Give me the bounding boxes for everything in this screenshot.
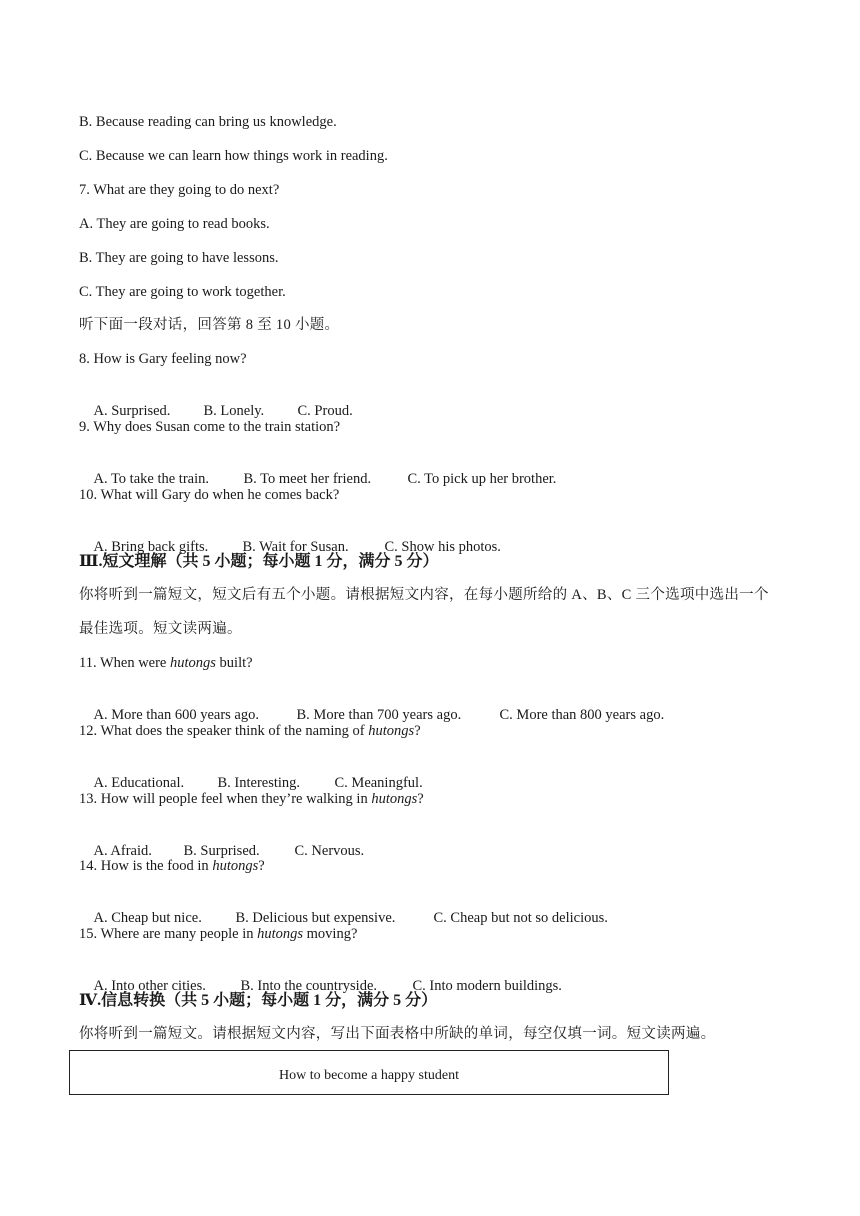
- q13-italic-term: hutongs: [371, 791, 418, 807]
- question-8: 8. How is Gary feeling now?: [79, 351, 247, 367]
- q11-italic-term: hutongs: [170, 655, 216, 671]
- q7-option-b: B. They are going to have lessons.: [79, 250, 279, 266]
- q11-option-a: A. More than 600 years ago.: [93, 707, 259, 723]
- q8-option-b: B. Lonely.: [203, 403, 265, 419]
- q13-option-b: B. Surprised.: [183, 843, 260, 859]
- q12-option-c: C. Meaningful.: [334, 775, 423, 791]
- question-14: [79, 857, 265, 875]
- q6-option-c: C. Because we can learn how things work in reading.: [79, 148, 388, 164]
- q10-option-c: C. Show his photos.: [384, 539, 501, 555]
- q13-text: 13. How will people feel when they’re walking in: [79, 791, 372, 807]
- q14-text-end: ?: [258, 858, 265, 874]
- q11-option-c: C. More than 800 years ago.: [499, 707, 665, 723]
- question-15: [79, 925, 357, 943]
- table-title: How to become a happy student: [278, 1068, 459, 1083]
- q14-option-a: A. Cheap but nice.: [93, 910, 202, 926]
- q14-italic-term: hutongs: [212, 858, 259, 874]
- q12-option-b: B. Interesting.: [217, 775, 301, 791]
- q14-option-b: B. Delicious but expensive.: [235, 910, 396, 926]
- q10-option-a: A. Bring back gifts.: [93, 539, 209, 555]
- q15-option-b: B. Into the countryside.: [240, 978, 378, 994]
- q13-text-end: ?: [417, 791, 424, 807]
- q15-text: 15. Where are many people in: [79, 926, 258, 942]
- q12-text: 12. What does the speaker think of the naming of: [79, 723, 369, 739]
- question-9: 9. Why does Susan come to the train station?: [79, 419, 341, 435]
- q10-option-b: B. Wait for Susan.: [242, 539, 349, 555]
- q13-option-a: A. Afraid.: [93, 843, 152, 859]
- q9-option-b: B. To meet her friend.: [243, 471, 372, 487]
- q12-italic-term: hutongs: [368, 723, 415, 739]
- q8-option-a: A. Surprised.: [93, 403, 171, 419]
- q15-option-c: C. Into modern buildings.: [412, 978, 562, 994]
- question-12: [79, 722, 421, 740]
- q15-option-a: A. Into other cities.: [93, 978, 206, 994]
- q11-text-end: built?: [215, 655, 253, 671]
- q12-text-end: ?: [414, 723, 421, 739]
- q8-option-c: C. Proud.: [297, 403, 353, 419]
- section-3-heading: Ⅲ.短文理解（共 5 小题；每小题 1 分，满分 5 分）: [79, 553, 439, 570]
- q6-option-b: B. Because reading can bring us knowledge.: [79, 114, 337, 130]
- q12-option-a: A. Educational.: [93, 775, 185, 791]
- section-3-instruction-line-1: 你将听到一篇短文，短文后有五个小题。请根据短文内容，在每小题所给的 A、B、C 三个选项中选出一个: [79, 587, 769, 603]
- question-10: 10. What will Gary do when he comes back?: [79, 487, 340, 503]
- info-table: [69, 1050, 669, 1095]
- section-3-instruction-line-2: 最佳选项。短文读两遍。: [79, 621, 242, 637]
- q11-option-b: B. More than 700 years ago.: [296, 707, 462, 723]
- q15-text-end: moving?: [303, 926, 358, 942]
- section-4-instruction: 你将听到一篇短文。请根据短文内容，写出下面表格中所缺的单词，每空仅填一词。短文读两遍。: [79, 1026, 716, 1042]
- q15-italic-term: hutongs: [257, 926, 304, 942]
- dialogue-instruction-8-10: 听下面一段对话，回答第 8 至 10 小题。: [79, 317, 340, 333]
- q14-option-c: C. Cheap but not so delicious.: [433, 910, 608, 926]
- question-11: [79, 654, 253, 672]
- question-13: [79, 790, 424, 808]
- q7-option-a: A. They are going to read books.: [79, 216, 270, 232]
- q11-text: 11. When were: [79, 655, 170, 671]
- q7-option-c: C. They are going to work together.: [79, 284, 286, 300]
- section-4-heading: Ⅳ.信息转换（共 5 小题；每小题 1 分，满分 5 分）: [79, 992, 438, 1009]
- q14-text: 14. How is the food in: [79, 858, 213, 874]
- q13-option-c: C. Nervous.: [294, 843, 365, 859]
- question-7: 7. What are they going to do next?: [79, 182, 280, 198]
- q9-option-c: C. To pick up her brother.: [407, 471, 557, 487]
- q9-option-a: A. To take the train.: [93, 471, 209, 487]
